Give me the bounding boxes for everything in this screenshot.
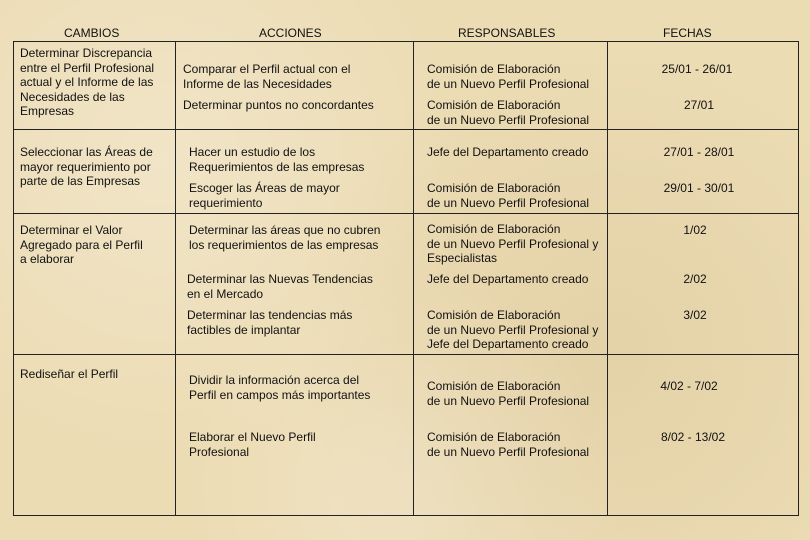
row-divider: [13, 213, 799, 214]
accion-cell: Determinar puntos no concordantes: [183, 98, 374, 112]
responsable-cell: Comisión de Elaboración de un Nuevo Perfil Profesional: [427, 181, 590, 210]
header-fechas: FECHAS: [663, 26, 712, 40]
fecha-cell: 3/02: [683, 308, 707, 322]
fecha-cell: 4/02 - 7/02: [660, 379, 718, 393]
responsable-cell: Comisión de Elaboración de un Nuevo Perfil Profesional: [427, 430, 590, 459]
column-divider: [413, 41, 414, 516]
responsable-cell: Jefe del Departamento creado: [427, 145, 589, 159]
header-acciones: ACCIONES: [259, 26, 322, 40]
fecha-cell: 29/01 - 30/01: [663, 181, 735, 195]
accion-cell: Determinar las tendencias más factibles de implantar: [187, 308, 353, 337]
responsable-cell: Comisión de Elaboración de un Nuevo Perfil Profesional: [427, 62, 590, 91]
cambio-cell: Rediseñar el Perfil: [20, 367, 119, 381]
fecha-cell: 2/02: [683, 272, 707, 286]
fecha-cell: 8/02 - 13/02: [660, 430, 726, 444]
responsable-cell: Comisión de Elaboración de un Nuevo Perfil Profesional: [427, 98, 590, 127]
accion-cell: Determinar las áreas que no cubren los requerimientos de las empresas: [189, 223, 381, 252]
responsable-cell: Jefe del Departamento creado: [427, 272, 589, 286]
cambio-cell: Determinar Discrepancia entre el Perfil Profesional actual y el Informe de las Necesidades de las Empresas: [20, 46, 155, 118]
fecha-cell: 25/01 - 26/01: [661, 62, 733, 76]
fecha-cell: 27/01 - 28/01: [663, 145, 735, 159]
cambio-cell: Determinar el Valor Agregado para el Perfil a elaborar: [20, 223, 143, 266]
responsable-cell: Comisión de Elaboración de un Nuevo Perfil Profesional y Jefe del Departamento creado: [427, 308, 599, 351]
accion-cell: Comparar el Perfil actual con el Informe de las Necesidades: [183, 62, 351, 91]
fecha-cell: 1/02: [683, 223, 707, 237]
accion-cell: Escoger las Áreas de mayor requerimiento: [189, 181, 340, 210]
responsable-cell: Comisión de Elaboración de un Nuevo Perfil Profesional: [427, 379, 590, 408]
table-header: [0, 26, 810, 42]
accion-cell: Determinar las Nuevas Tendencias en el Mercado: [187, 272, 373, 301]
fecha-cell: 27/01: [683, 98, 715, 112]
column-divider: [175, 41, 176, 516]
cambio-cell: Seleccionar las Áreas de mayor requerimiento por parte de las Empresas: [20, 145, 153, 188]
row-divider: [13, 129, 799, 130]
accion-cell: Dividir la información acerca del Perfil en campos más importantes: [189, 373, 371, 402]
responsable-cell: Comisión de Elaboración de un Nuevo Perfil Profesional y Especialistas: [427, 222, 599, 265]
accion-cell: Elaborar el Nuevo Perfil Profesional: [189, 430, 316, 459]
accion-cell: Hacer un estudio de los Requerimientos de las empresas: [189, 145, 365, 174]
header-cambios: CAMBIOS: [64, 26, 120, 40]
row-divider: [13, 354, 799, 355]
header-responsables: RESPONSABLES: [458, 26, 556, 40]
